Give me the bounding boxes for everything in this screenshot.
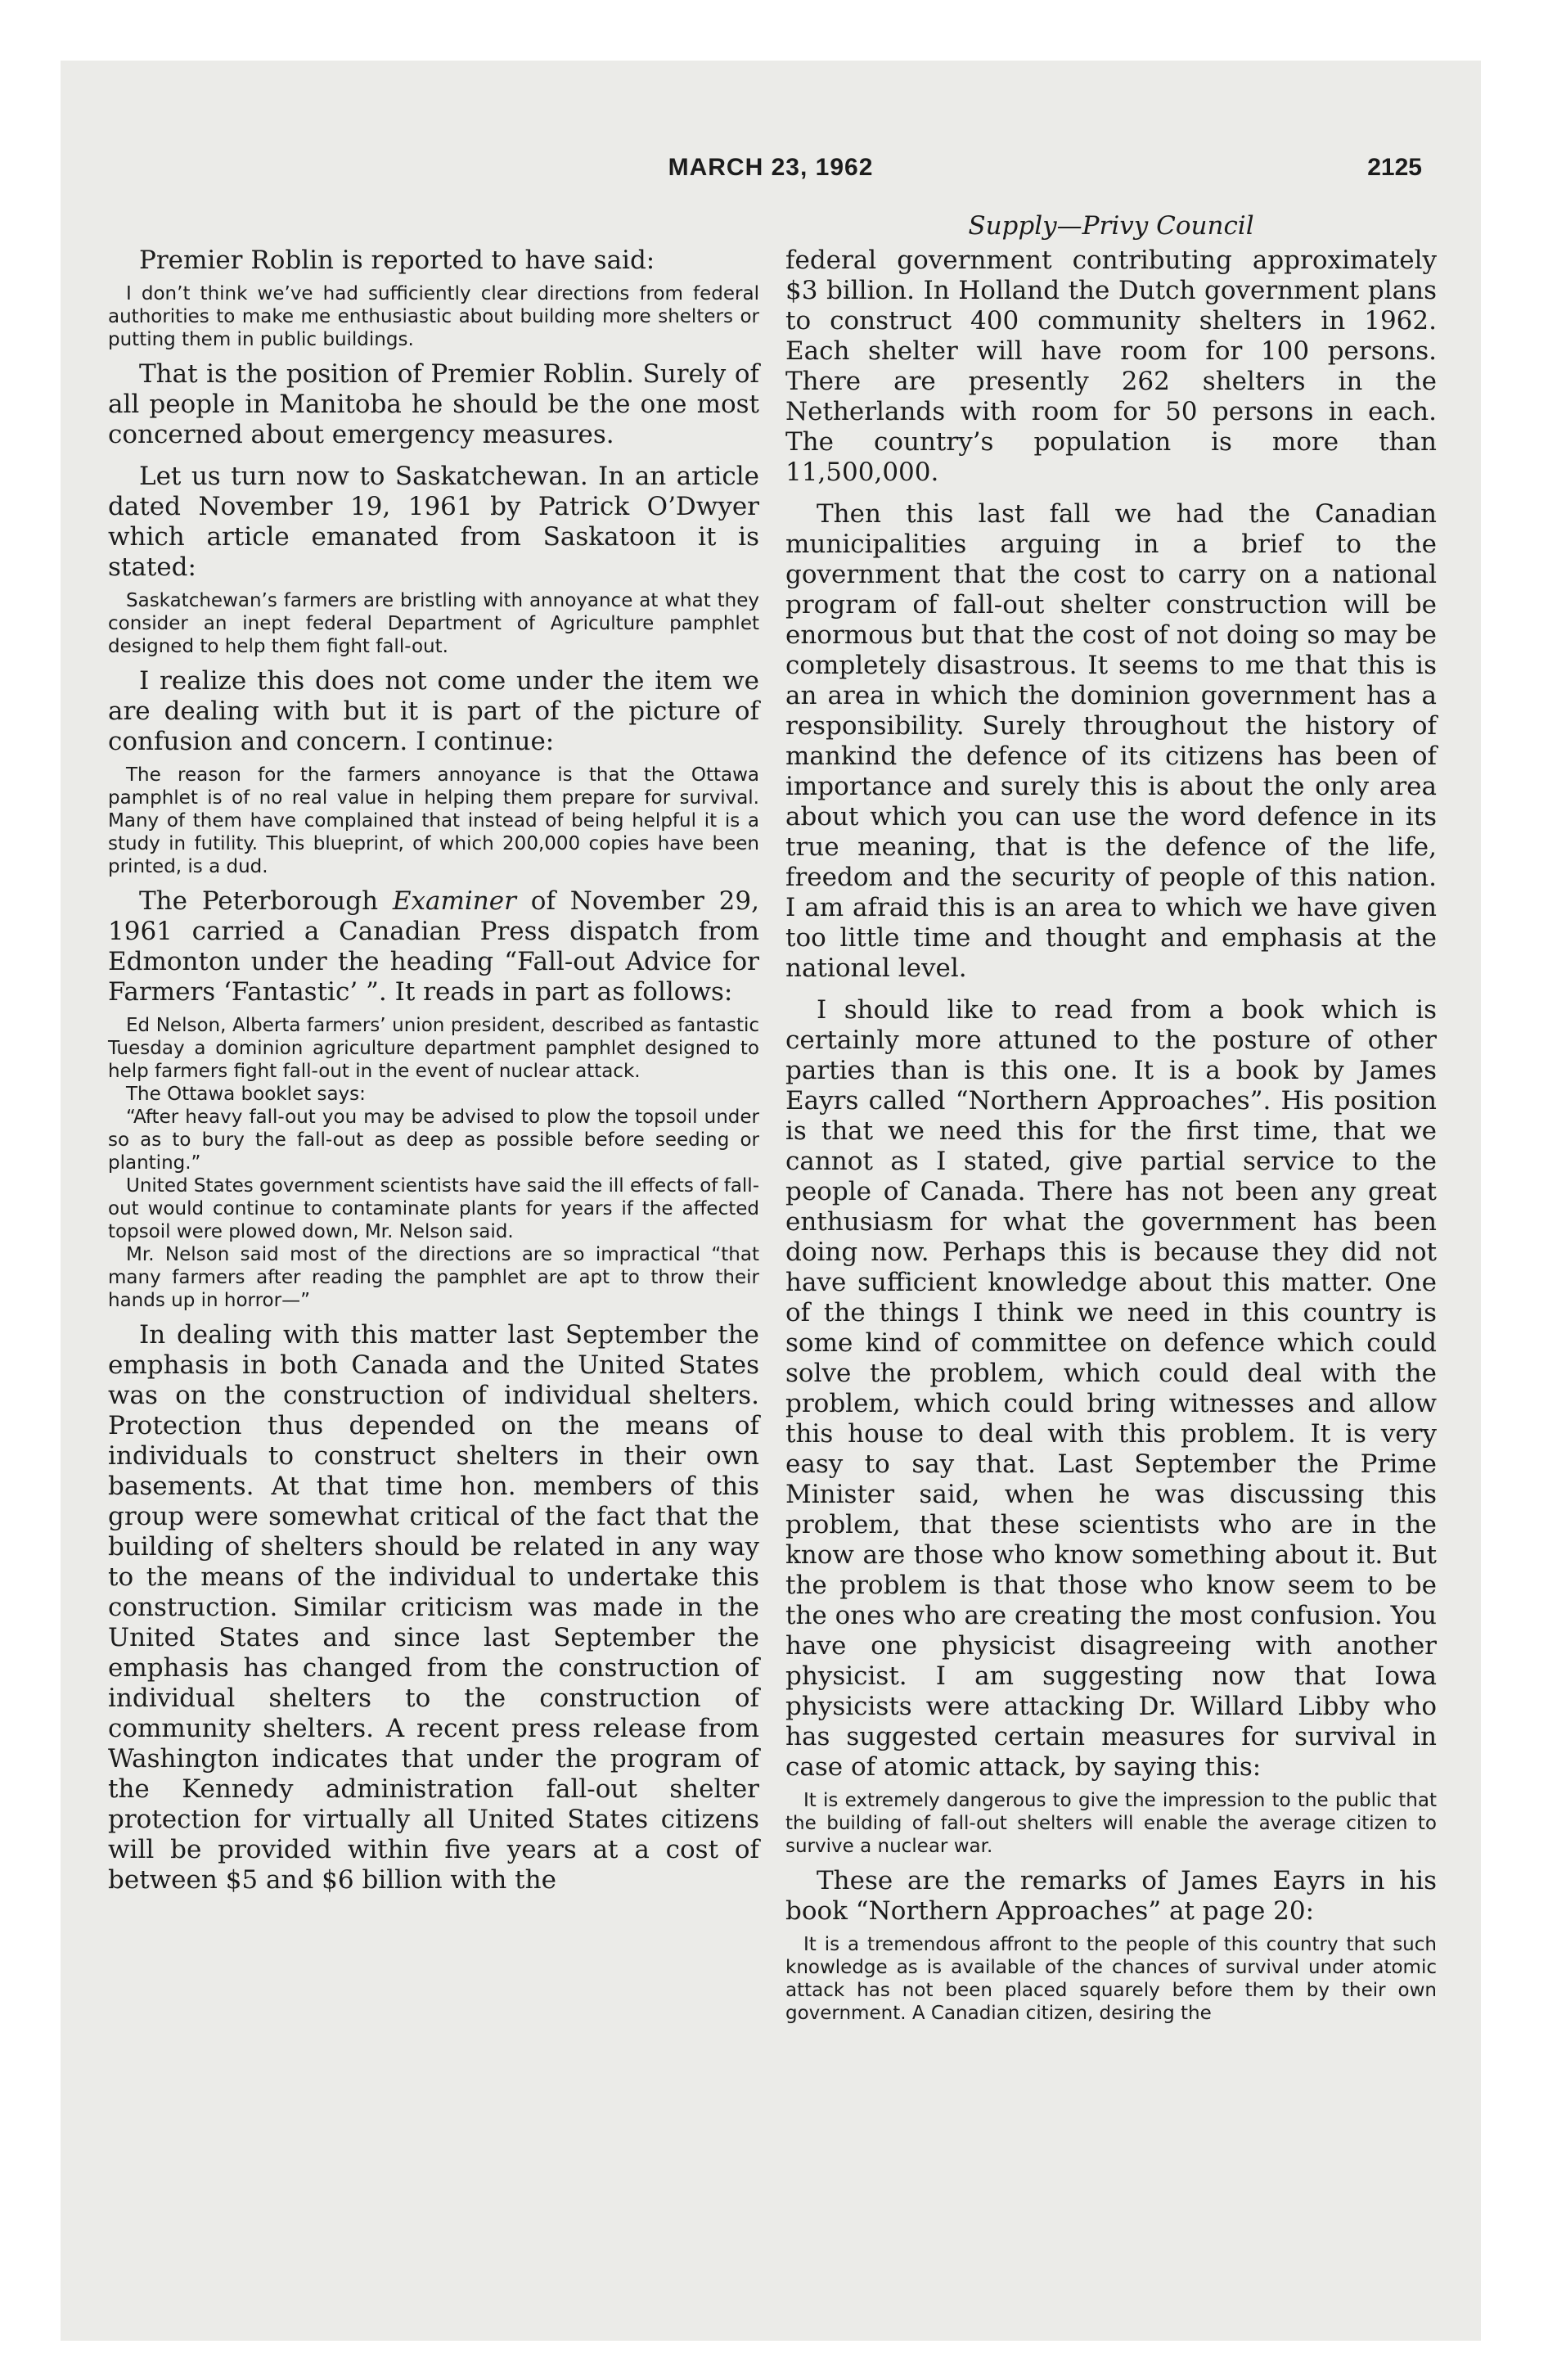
block-quote: [108, 589, 759, 658]
quote-text: It is extremely dangerous to give the impression to the public that the building of fall-out shelters will enable the average citizen to survive a nuclear war.: [785, 1790, 1437, 1857]
quote-text: I don’t think we’ve had sufficiently clear directions from federal authorities to make me enthusiastic about building more shelters or putting them in public buildings.: [108, 283, 759, 350]
block-quote: [785, 1933, 1437, 2025]
quote-text: Mr. Nelson said most of the directions are so impractical “that many farmers after reading the pamphlet are apt to throw their hands up in horror—”: [108, 1244, 759, 1311]
right-column: [785, 246, 1437, 2033]
paragraph: That is the position of Premier Roblin. Surely of all people in Manitoba he should be the one most concerned about emergency measures.: [108, 359, 759, 449]
paragraph: I should like to read from a book which is certainly more attuned to the posture of other parties than is this one. It is a book by James Eayrs called “Northern Approaches”. His position is that we need this for the first time, that we cannot as I stated, give partial service to the people of Canada. There has not been any great enthusiasm for what the government has been doing now. Perhaps this is because they did not have sufficient knowledge about this matter. One of the things I think we need in this country is some kind of committee on defence which could solve the problem, which could deal with the problem, which could bring witnesses and allow this house to deal with this problem. It is very easy to say that. Last September the Prime Minister said, when he was discussing this problem, that these scientists who are in the know are those who know something about it. But the problem is that those who know seem to be the ones who are creating the most confusion. You have one physicist disagreeing with another physicist. I am suggesting now that Iowa physicists were attacking Dr. Willard Libby who has suggested certain measures for survival in case of atomic attack, by saying this:: [785, 995, 1437, 1782]
paragraph: Let us turn now to Saskatchewan. In an article dated November 19, 1961 by Patrick O’Dwyer which article emanated from Saskatoon it is stated:: [108, 462, 759, 582]
paragraph-text: The Peterborough: [139, 886, 393, 916]
quote-text: Ed Nelson, Alberta farmers’ union president, described as fantastic Tuesday a dominion agriculture department pamphlet designed to help farmers fight fall-out in the event of nuclear attack.: [108, 1015, 759, 1082]
paragraph: Premier Roblin is reported to have said:: [139, 246, 655, 275]
block-quote: [108, 764, 759, 878]
block-quote: [785, 1789, 1437, 1858]
scanned-page: [61, 61, 1481, 2341]
paragraph: [108, 886, 759, 1007]
paragraph: In dealing with this matter last September the emphasis in both Canada and the United States was on the construction of individual shelters. Protection thus depended on the means of individuals to construct shelters in their own basements. At that time hon. members of this group were somewhat critical of the fact that the building of shelters should be related in any way to the means of the individual to undertake this construction. Similar criticism was made in the United States and since last September the emphasis has changed from the construction of individual shelters to the construction of community shelters. A recent press release from Washington indicates that under the program of the Kennedy administration fall-out shelter protection for virtually all United States citizens will be provided within five years at a cost of between $5 and $6 billion with the: [108, 1320, 759, 1895]
page-date: MARCH 23, 1962: [668, 154, 874, 181]
paragraph-text: of November 29, 1961 carried a Canadian Press dispatch from Edmonton under the heading “Fall-out Advice for Farmers ‘Fantastic’ ”. It reads in part as follows:: [108, 886, 759, 1007]
paragraph: These are the remarks of James Eayrs in his book “Northern Approaches” at page 20:: [785, 1866, 1437, 1926]
left-column: [108, 246, 759, 1895]
quote-text: It is a tremendous affront to the people of this country that such knowledge as is available of the chances of survival under atomic attack has not been placed squarely before them by their own government. A Canadian citizen, desiring the: [785, 1934, 1437, 2024]
paragraph: federal government contributing approximately $3 billion. In Holland the Dutch government plans to construct 400 community shelters in 1962. Each shelter will have room for 100 persons. There are presently 262 shelters in the Netherlands with room for 50 persons in each. The country’s population is more than 11,500,000.: [785, 246, 1437, 487]
newspaper-title: Examiner: [392, 886, 516, 916]
block-quote: [108, 282, 759, 351]
quote-text: United States government scientists have said the ill effects of fall-out would continue to contaminate plants for years if the affected topsoil were plowed down, Mr. Nelson said.: [108, 1175, 759, 1242]
quote-text: The reason for the farmers annoyance is that the Ottawa pamphlet is of no real value in helping them prepare for survival. Many of them have complained that instead of being helpful it is a study in futility. This blueprint, of which 200,000 copies have been printed, is a dud.: [108, 764, 759, 877]
paragraph: I realize this does not come under the item we are dealing with but it is part of the picture of confusion and concern. I continue:: [108, 666, 759, 756]
paragraph: Then this last fall we had the Canadian municipalities arguing in a brief to the government that the cost to carry on a national program of fall-out shelter construction will be enormous but that the cost of not doing so may be completely disastrous. It seems to me that this is an area in which the dominion government has a responsibility. Surely throughout the history of mankind the defence of its citizens has been of importance and surely this is about the only area about which you can use the word defence in its true meaning, that is the defence of the life, freedom and the security of people of this nation. I am afraid this is an area to which we have given too little time and thought and emphasis at the national level.: [785, 499, 1437, 983]
quote-text: The Ottawa booklet says:: [126, 1084, 366, 1105]
section-subhead: Supply—Privy Council: [968, 211, 1254, 241]
page-number: 2125: [1367, 154, 1422, 181]
block-quote: [108, 1014, 759, 1312]
quote-text: Saskatchewan’s farmers are bristling with annoyance at what they consider an inept federal Department of Agriculture pamphlet designed to help them fight fall-out.: [108, 590, 759, 657]
quote-text: “After heavy fall-out you may be advised to plow the topsoil under so as to bury the fall-out as deep as possible before seeding or planting.”: [108, 1107, 759, 1174]
